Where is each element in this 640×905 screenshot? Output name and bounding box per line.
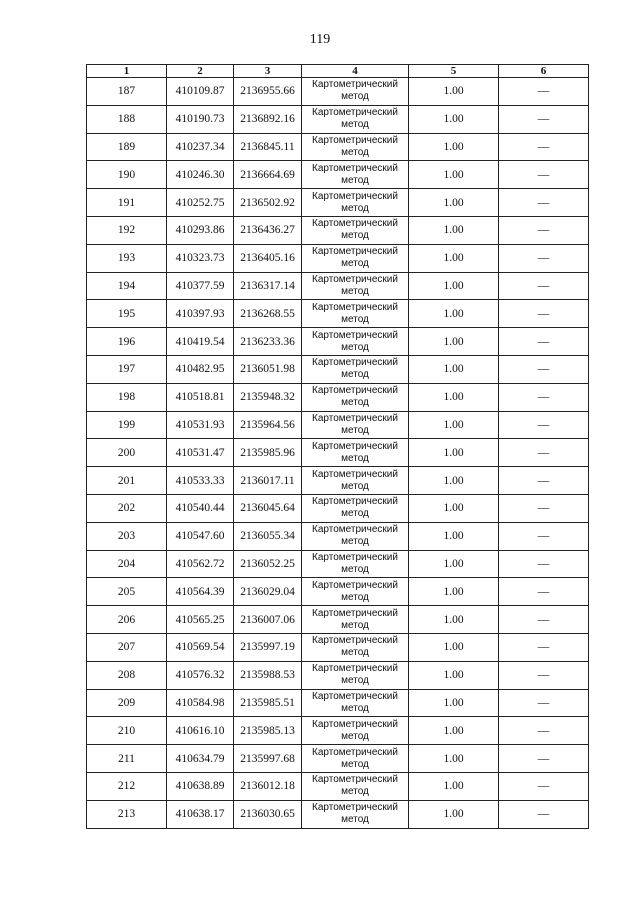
x-coordinate-cell: 410252.75 xyxy=(167,189,234,217)
point-number-cell: 196 xyxy=(87,328,167,356)
point-number-cell: 206 xyxy=(87,606,167,634)
description-cell: — xyxy=(499,661,589,689)
y-coordinate-cell: 2136664.69 xyxy=(234,161,302,189)
y-coordinate-cell: 2136029.04 xyxy=(234,578,302,606)
y-coordinate-cell: 2135964.56 xyxy=(234,411,302,439)
y-coordinate-cell: 2136233.36 xyxy=(234,328,302,356)
accuracy-cell: 1.00 xyxy=(409,494,499,522)
x-coordinate-cell: 410565.25 xyxy=(167,606,234,634)
method-cell: Картометрический метод xyxy=(302,772,409,800)
table-row xyxy=(87,161,589,189)
table-row xyxy=(87,550,589,578)
y-coordinate-cell: 2135988.53 xyxy=(234,661,302,689)
table-row xyxy=(87,189,589,217)
method-cell: Картометрический метод xyxy=(302,272,409,300)
table-row xyxy=(87,633,589,661)
description-cell: — xyxy=(499,800,589,828)
accuracy-cell: 1.00 xyxy=(409,189,499,217)
table-row xyxy=(87,383,589,411)
y-coordinate-cell: 2136892.16 xyxy=(234,105,302,133)
table-row xyxy=(87,772,589,800)
method-cell: Картометрический метод xyxy=(302,661,409,689)
point-number-cell: 213 xyxy=(87,800,167,828)
y-coordinate-cell: 2135948.32 xyxy=(234,383,302,411)
x-coordinate-cell: 410482.95 xyxy=(167,355,234,383)
method-cell: Картометрический метод xyxy=(302,494,409,522)
accuracy-cell: 1.00 xyxy=(409,105,499,133)
method-cell: Картометрический метод xyxy=(302,745,409,773)
method-cell: Картометрический метод xyxy=(302,244,409,272)
table-row xyxy=(87,689,589,717)
accuracy-cell: 1.00 xyxy=(409,717,499,745)
method-cell: Картометрический метод xyxy=(302,717,409,745)
y-coordinate-cell: 2136007.06 xyxy=(234,606,302,634)
x-coordinate-cell: 410638.17 xyxy=(167,800,234,828)
x-coordinate-cell: 410419.54 xyxy=(167,328,234,356)
column-header: 1 xyxy=(87,65,167,78)
description-cell: — xyxy=(499,216,589,244)
y-coordinate-cell: 2136268.55 xyxy=(234,300,302,328)
point-number-cell: 193 xyxy=(87,244,167,272)
y-coordinate-cell: 2136052.25 xyxy=(234,550,302,578)
method-cell: Картометрический метод xyxy=(302,689,409,717)
point-number-cell: 210 xyxy=(87,717,167,745)
y-coordinate-cell: 2136317.14 xyxy=(234,272,302,300)
accuracy-cell: 1.00 xyxy=(409,578,499,606)
y-coordinate-cell: 2135985.96 xyxy=(234,439,302,467)
x-coordinate-cell: 410638.89 xyxy=(167,772,234,800)
method-cell: Картометрический метод xyxy=(302,355,409,383)
description-cell: — xyxy=(499,411,589,439)
y-coordinate-cell: 2136436.27 xyxy=(234,216,302,244)
description-cell: — xyxy=(499,272,589,300)
table-row xyxy=(87,328,589,356)
table-row xyxy=(87,800,589,828)
method-cell: Картометрический метод xyxy=(302,216,409,244)
x-coordinate-cell: 410547.60 xyxy=(167,522,234,550)
table-row xyxy=(87,745,589,773)
accuracy-cell: 1.00 xyxy=(409,133,499,161)
description-cell: — xyxy=(499,494,589,522)
y-coordinate-cell: 2136030.65 xyxy=(234,800,302,828)
method-cell: Картометрический метод xyxy=(302,328,409,356)
y-coordinate-cell: 2136017.11 xyxy=(234,467,302,495)
method-cell: Картометрический метод xyxy=(302,411,409,439)
column-header: 2 xyxy=(167,65,234,78)
table-row xyxy=(87,355,589,383)
point-number-cell: 191 xyxy=(87,189,167,217)
point-number-cell: 209 xyxy=(87,689,167,717)
description-cell: — xyxy=(499,133,589,161)
x-coordinate-cell: 410569.54 xyxy=(167,633,234,661)
table-row xyxy=(87,216,589,244)
x-coordinate-cell: 410533.33 xyxy=(167,467,234,495)
method-cell: Картометрический метод xyxy=(302,578,409,606)
y-coordinate-cell: 2136955.66 xyxy=(234,78,302,106)
method-cell: Картометрический метод xyxy=(302,800,409,828)
description-cell: — xyxy=(499,355,589,383)
method-cell: Картометрический метод xyxy=(302,550,409,578)
y-coordinate-cell: 2135985.51 xyxy=(234,689,302,717)
column-header: 3 xyxy=(234,65,302,78)
accuracy-cell: 1.00 xyxy=(409,772,499,800)
accuracy-cell: 1.00 xyxy=(409,300,499,328)
accuracy-cell: 1.00 xyxy=(409,606,499,634)
x-coordinate-cell: 410190.73 xyxy=(167,105,234,133)
description-cell: — xyxy=(499,633,589,661)
description-cell: — xyxy=(499,78,589,106)
table-row xyxy=(87,272,589,300)
method-cell: Картометрический метод xyxy=(302,467,409,495)
point-number-cell: 200 xyxy=(87,439,167,467)
point-number-cell: 211 xyxy=(87,745,167,773)
method-cell: Картометрический метод xyxy=(302,105,409,133)
x-coordinate-cell: 410634.79 xyxy=(167,745,234,773)
method-cell: Картометрический метод xyxy=(302,383,409,411)
accuracy-cell: 1.00 xyxy=(409,161,499,189)
accuracy-cell: 1.00 xyxy=(409,383,499,411)
x-coordinate-cell: 410323.73 xyxy=(167,244,234,272)
table-row xyxy=(87,717,589,745)
x-coordinate-cell: 410540.44 xyxy=(167,494,234,522)
description-cell: — xyxy=(499,161,589,189)
point-number-cell: 190 xyxy=(87,161,167,189)
point-number-cell: 202 xyxy=(87,494,167,522)
accuracy-cell: 1.00 xyxy=(409,550,499,578)
point-number-cell: 192 xyxy=(87,216,167,244)
y-coordinate-cell: 2136055.34 xyxy=(234,522,302,550)
method-cell: Картометрический метод xyxy=(302,189,409,217)
accuracy-cell: 1.00 xyxy=(409,800,499,828)
x-coordinate-cell: 410531.47 xyxy=(167,439,234,467)
method-cell: Картометрический метод xyxy=(302,161,409,189)
point-number-cell: 208 xyxy=(87,661,167,689)
column-header: 6 xyxy=(499,65,589,78)
point-number-cell: 198 xyxy=(87,383,167,411)
accuracy-cell: 1.00 xyxy=(409,216,499,244)
method-cell: Картометрический метод xyxy=(302,300,409,328)
description-cell: — xyxy=(499,467,589,495)
y-coordinate-cell: 2135985.13 xyxy=(234,717,302,745)
accuracy-cell: 1.00 xyxy=(409,411,499,439)
x-coordinate-cell: 410237.34 xyxy=(167,133,234,161)
table-row xyxy=(87,606,589,634)
table-row xyxy=(87,439,589,467)
table-row xyxy=(87,78,589,106)
table-row xyxy=(87,661,589,689)
point-number-cell: 205 xyxy=(87,578,167,606)
page-number: 119 xyxy=(309,32,331,47)
accuracy-cell: 1.00 xyxy=(409,467,499,495)
accuracy-cell: 1.00 xyxy=(409,272,499,300)
description-cell: — xyxy=(499,717,589,745)
accuracy-cell: 1.00 xyxy=(409,689,499,717)
table-row xyxy=(87,105,589,133)
y-coordinate-cell: 2136845.11 xyxy=(234,133,302,161)
x-coordinate-cell: 410518.81 xyxy=(167,383,234,411)
point-number-cell: 204 xyxy=(87,550,167,578)
y-coordinate-cell: 2136012.18 xyxy=(234,772,302,800)
description-cell: — xyxy=(499,578,589,606)
method-cell: Картометрический метод xyxy=(302,133,409,161)
accuracy-cell: 1.00 xyxy=(409,745,499,773)
description-cell: — xyxy=(499,189,589,217)
y-coordinate-cell: 2135997.68 xyxy=(234,745,302,773)
description-cell: — xyxy=(499,439,589,467)
x-coordinate-cell: 410576.32 xyxy=(167,661,234,689)
description-cell: — xyxy=(499,383,589,411)
description-cell: — xyxy=(499,772,589,800)
point-number-cell: 188 xyxy=(87,105,167,133)
description-cell: — xyxy=(499,606,589,634)
x-coordinate-cell: 410562.72 xyxy=(167,550,234,578)
table-body xyxy=(87,78,589,829)
y-coordinate-cell: 2136405.16 xyxy=(234,244,302,272)
accuracy-cell: 1.00 xyxy=(409,661,499,689)
table-row xyxy=(87,133,589,161)
point-number-cell: 187 xyxy=(87,78,167,106)
description-cell: — xyxy=(499,550,589,578)
point-number-cell: 199 xyxy=(87,411,167,439)
accuracy-cell: 1.00 xyxy=(409,633,499,661)
method-cell: Картометрический метод xyxy=(302,606,409,634)
point-number-cell: 195 xyxy=(87,300,167,328)
description-cell: — xyxy=(499,105,589,133)
method-cell: Картометрический метод xyxy=(302,78,409,106)
table-row xyxy=(87,578,589,606)
point-number-cell: 189 xyxy=(87,133,167,161)
column-header: 4 xyxy=(302,65,409,78)
x-coordinate-cell: 410293.86 xyxy=(167,216,234,244)
accuracy-cell: 1.00 xyxy=(409,244,499,272)
table-row xyxy=(87,244,589,272)
description-cell: — xyxy=(499,522,589,550)
point-number-cell: 201 xyxy=(87,467,167,495)
description-cell: — xyxy=(499,244,589,272)
point-number-cell: 203 xyxy=(87,522,167,550)
y-coordinate-cell: 2135997.19 xyxy=(234,633,302,661)
accuracy-cell: 1.00 xyxy=(409,78,499,106)
y-coordinate-cell: 2136051.98 xyxy=(234,355,302,383)
point-number-cell: 194 xyxy=(87,272,167,300)
accuracy-cell: 1.00 xyxy=(409,522,499,550)
table-row xyxy=(87,522,589,550)
point-number-cell: 197 xyxy=(87,355,167,383)
accuracy-cell: 1.00 xyxy=(409,355,499,383)
method-cell: Картометрический метод xyxy=(302,633,409,661)
column-header: 5 xyxy=(409,65,499,78)
table-row xyxy=(87,300,589,328)
description-cell: — xyxy=(499,300,589,328)
x-coordinate-cell: 410616.10 xyxy=(167,717,234,745)
description-cell: — xyxy=(499,689,589,717)
y-coordinate-cell: 2136502.92 xyxy=(234,189,302,217)
x-coordinate-cell: 410564.39 xyxy=(167,578,234,606)
x-coordinate-cell: 410246.30 xyxy=(167,161,234,189)
x-coordinate-cell: 410109.87 xyxy=(167,78,234,106)
x-coordinate-cell: 410531.93 xyxy=(167,411,234,439)
description-cell: — xyxy=(499,328,589,356)
table-row xyxy=(87,494,589,522)
table-header-row xyxy=(87,65,589,78)
x-coordinate-cell: 410584.98 xyxy=(167,689,234,717)
x-coordinate-cell: 410397.93 xyxy=(167,300,234,328)
accuracy-cell: 1.00 xyxy=(409,328,499,356)
description-cell: — xyxy=(499,745,589,773)
point-number-cell: 207 xyxy=(87,633,167,661)
point-number-cell: 212 xyxy=(87,772,167,800)
method-cell: Картометрический метод xyxy=(302,439,409,467)
coordinates-table xyxy=(86,64,589,829)
accuracy-cell: 1.00 xyxy=(409,439,499,467)
x-coordinate-cell: 410377.59 xyxy=(167,272,234,300)
y-coordinate-cell: 2136045.64 xyxy=(234,494,302,522)
table-row xyxy=(87,411,589,439)
method-cell: Картометрический метод xyxy=(302,522,409,550)
table-row xyxy=(87,467,589,495)
